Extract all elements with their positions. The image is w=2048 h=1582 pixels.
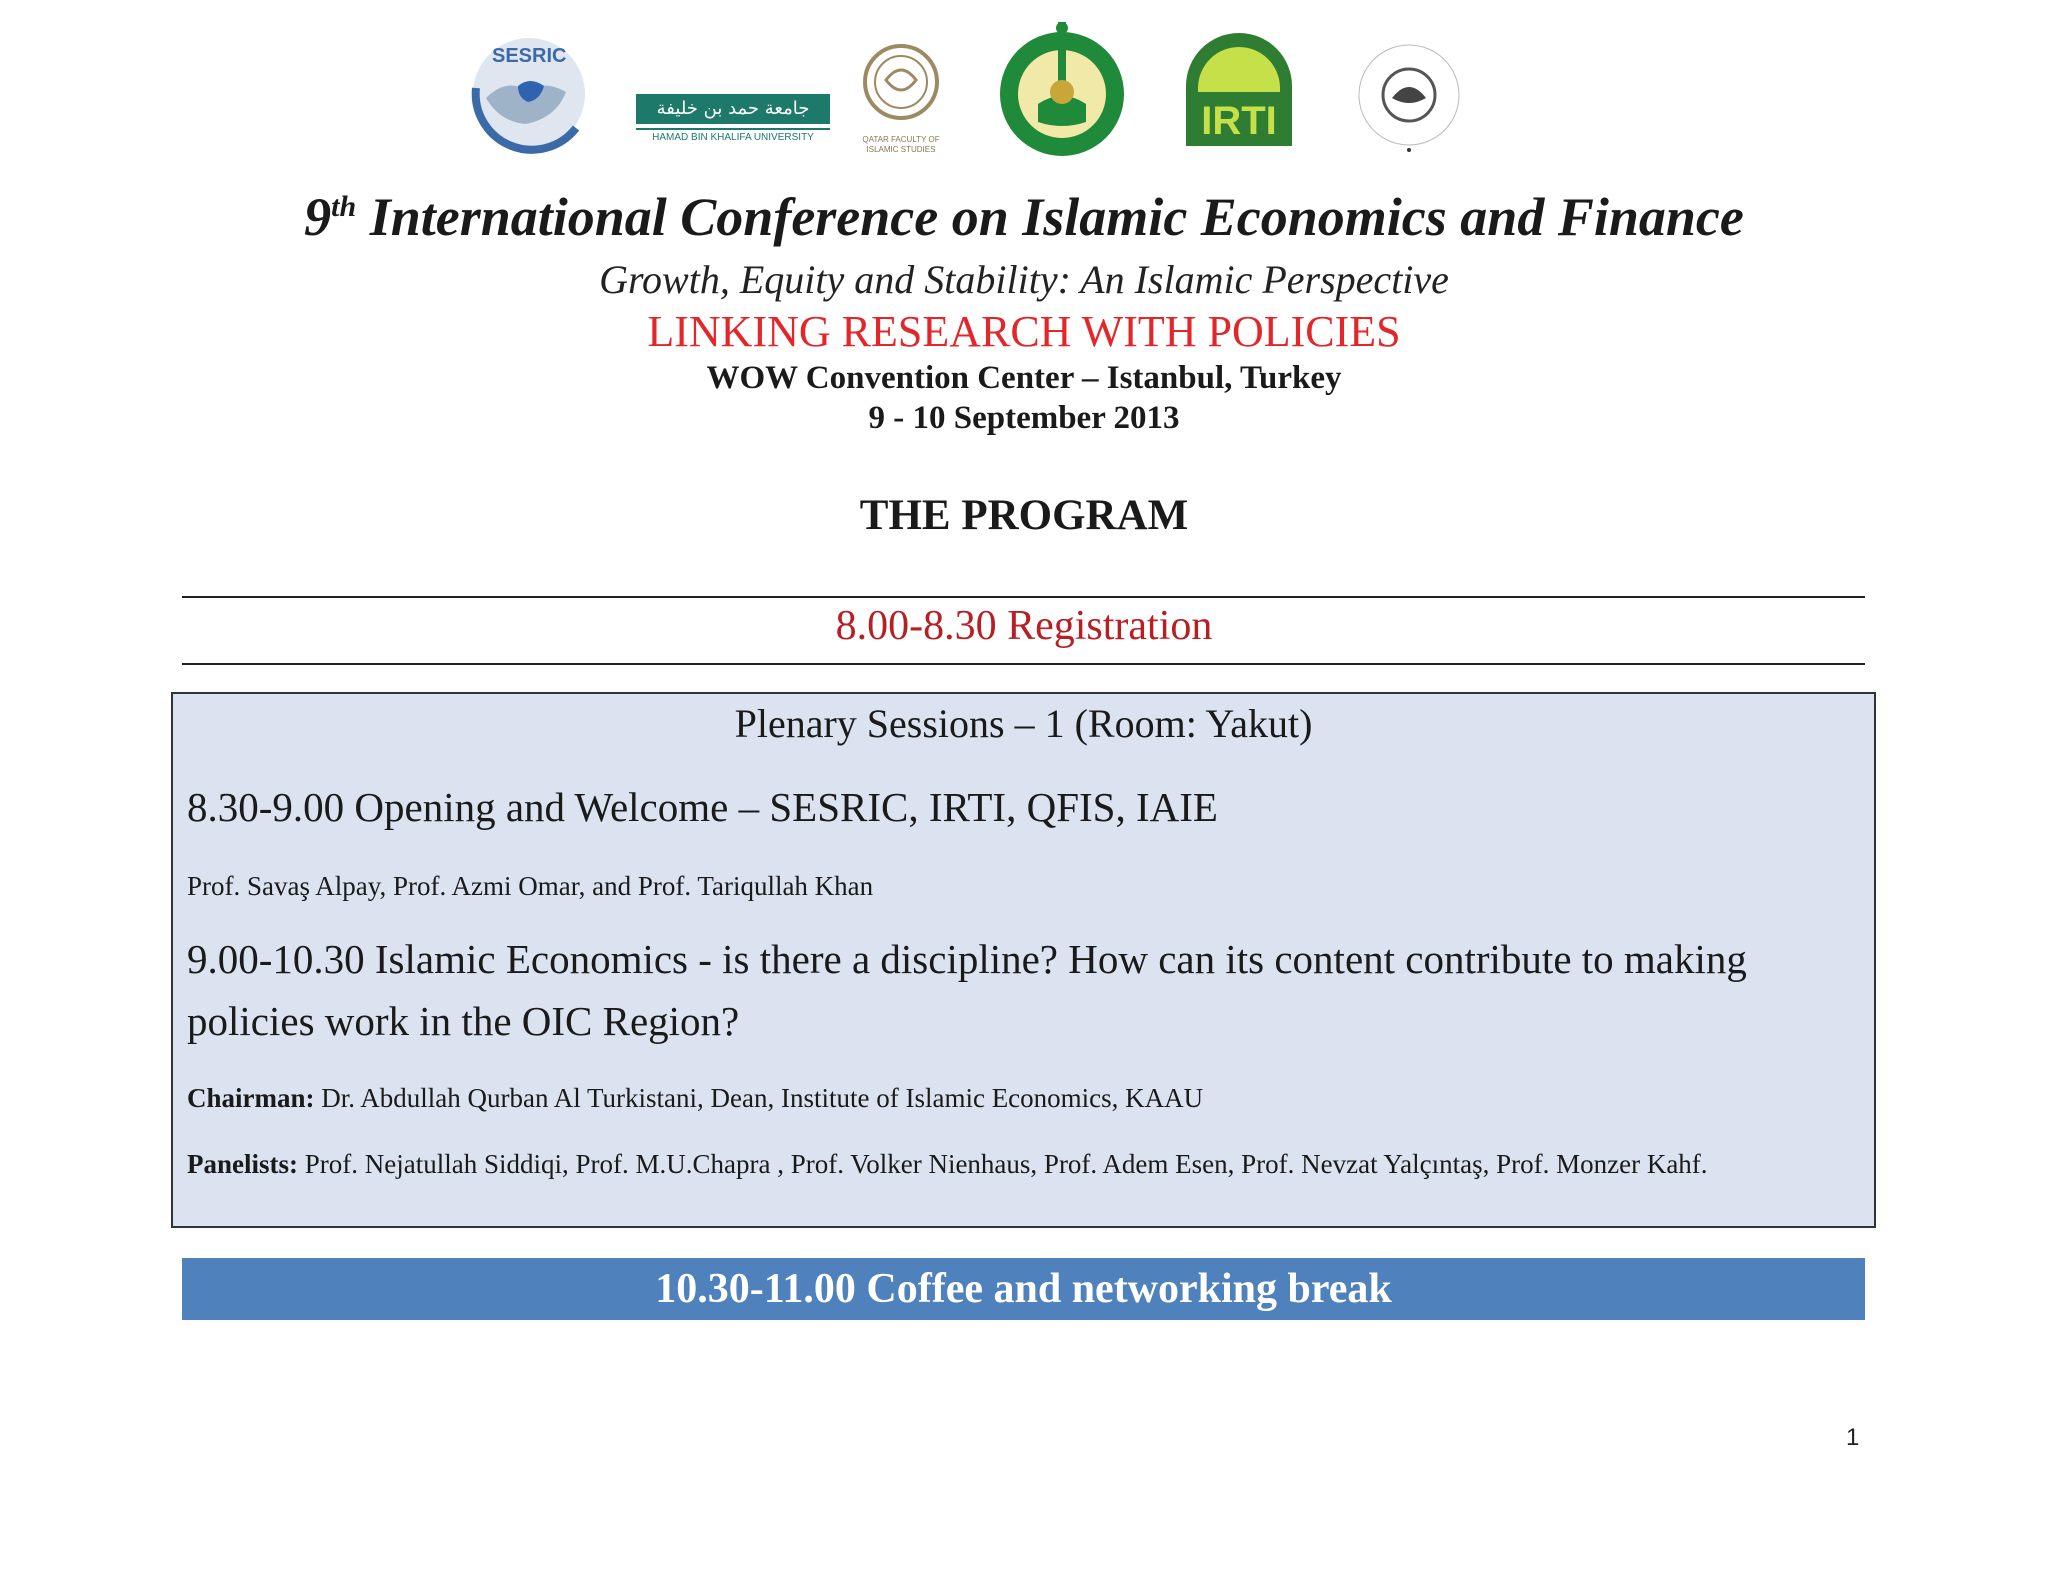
irti-logo (1180, 30, 1298, 146)
hbku-arabic: جامعة حمد بن خليفة (636, 94, 830, 124)
conference-ordinal: 9 (304, 187, 332, 247)
hbku-name: HAMAD BIN KHALIFA UNIVERSITY (636, 128, 830, 143)
plenary-title: Plenary Sessions – 1 (Room: Yakut) (734, 701, 1313, 746)
registration-slot: 8.00-8.30 Registration (835, 603, 1213, 649)
svg-text:SESRIC: SESRIC (492, 45, 567, 67)
divider-bottom (182, 663, 1865, 665)
opening-slot: 8.30-9.00 Opening and Welcome – SESRIC, IRTI, QFIS, IAIE (187, 784, 1218, 830)
conference-title (0, 186, 2048, 248)
plenary-session-box (171, 692, 1876, 1228)
divider-top (182, 596, 1865, 598)
conference-ordinal-suffix: th (331, 190, 357, 223)
kaau-logo (994, 18, 1130, 160)
panelists-label: Panelists: (187, 1149, 298, 1179)
chairman-label: Chairman: (187, 1083, 315, 1113)
hbku-logo (636, 94, 830, 146)
session-slot: 9.00-10.30 Islamic Economics - is there a discipline? How can its content contribute to making policies work in the OIC Region? (187, 936, 1747, 1044)
panelists-names: Prof. Nejatullah Siddiqi, Prof. M.U.Chapra , Prof. Volker Nienhaus, Prof. Adem Esen, Prof. Nevzat Yalçıntaş, Prof. Monzer Kahf. (298, 1149, 1708, 1179)
opening-speakers: Prof. Savaş Alpay, Prof. Azmi Omar, and Prof. Tariqullah Khan (187, 871, 874, 901)
conference-tagline: LINKING RESEARCH WITH POLICIES (647, 307, 1401, 356)
program-heading: THE PROGRAM (859, 492, 1189, 539)
conference-dates: 9 - 10 September 2013 (868, 400, 1180, 436)
conference-name: International Conference on Islamic Economics and Finance (369, 187, 1744, 247)
iaie-logo (1350, 36, 1468, 154)
panelists-line (187, 1144, 1844, 1184)
conference-subtitle: Growth, Equity and Stability: An Islamic Perspective (599, 257, 1449, 302)
sesric-logo (466, 28, 592, 154)
svg-text:IRTI: IRTI (1201, 99, 1277, 143)
conference-venue: WOW Convention Center – Istanbul, Turkey (706, 360, 1342, 396)
chairman-name: Dr. Abdullah Qurban Al Turkistani, Dean, Institute of Islamic Economics, KAAU (314, 1083, 1204, 1113)
coffee-break-banner: 10.30-11.00 Coffee and networking break (182, 1258, 1865, 1320)
qfis-logo (846, 40, 956, 154)
qfis-name: QATAR FACULTY OF ISLAMIC STUDIES (862, 135, 940, 154)
chairman-line (187, 1078, 1844, 1118)
page-number: 1 (1846, 1424, 1860, 1451)
